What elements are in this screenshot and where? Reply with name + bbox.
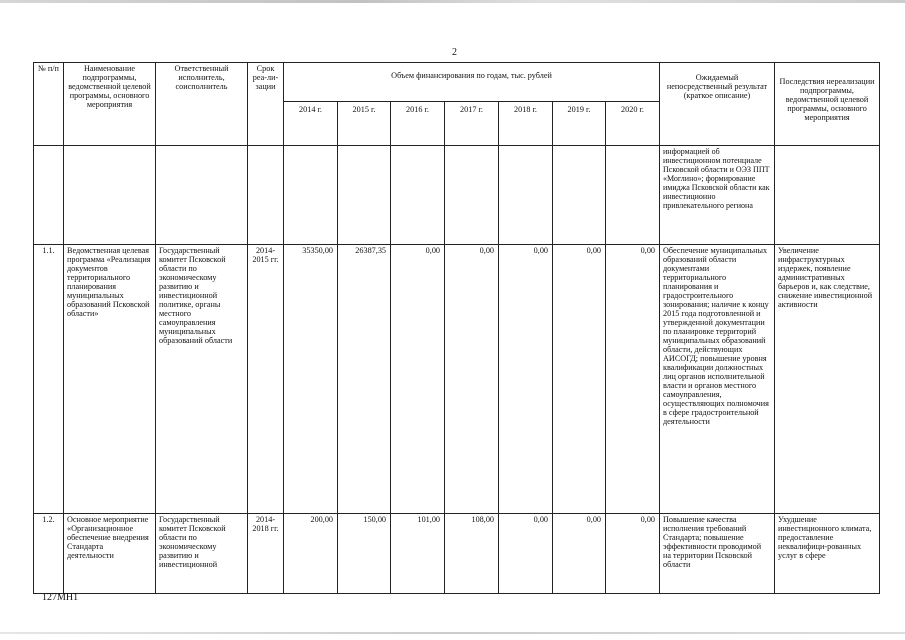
header-row-1 — [34, 63, 880, 102]
row-number: 1.1. — [34, 245, 64, 514]
row-result: Повышение качества исполнения требований Стандарта; повышение эффективности проводимой на территории Псковской области — [660, 514, 775, 594]
header-term: Срок реа-ли-зации — [248, 63, 284, 146]
header-funding: Объем финансирования по годам, тыс. рублей — [284, 63, 660, 102]
page-number: 2 — [452, 47, 457, 58]
row-responsible: Государственный комитет Псковской области по экономическому развитию и инвестиционной политике, органы местного самоуправления муниципальных образований области — [156, 245, 248, 514]
row-responsible: Государственный комитет Псковской области по экономическому развитию и инвестиционной — [156, 514, 248, 594]
header-year: 2015 г. — [338, 102, 391, 146]
program-table — [33, 62, 880, 594]
row-value-2016: 0,00 — [391, 245, 445, 514]
row-consequences: Увеличение инфраструктурных издержек, появление административных барьеров и, как следствие, снижение инвестиционной активности — [775, 245, 880, 514]
row-value-2019: 0,00 — [553, 245, 606, 514]
header-year: 2016 г. — [391, 102, 445, 146]
row-value-2015: 150,00 — [338, 514, 391, 594]
header-no: № п/п — [34, 63, 64, 146]
row-value-2019: 0,00 — [553, 514, 606, 594]
header-year: 2017 г. — [445, 102, 499, 146]
header-year: 2014 г. — [284, 102, 338, 146]
table-row — [34, 514, 880, 594]
row-value-2016: 101,00 — [391, 514, 445, 594]
header-year: 2020 г. — [606, 102, 660, 146]
scan-artifact-top — [0, 0, 905, 3]
footer-code: 127МН1 — [42, 592, 79, 603]
row-consequences: Ухудшение инвестиционного климата, предоставление неквалифици-рованных услуг в сфере — [775, 514, 880, 594]
header-result: Ожидаемый непосредственный результат (краткое описание) — [660, 63, 775, 146]
row-value-2014: 35350,00 — [284, 245, 338, 514]
row-number: 1.2. — [34, 514, 64, 594]
scan-artifact-bottom — [0, 632, 905, 634]
row-value-2020: 0,00 — [606, 514, 660, 594]
continuation-result: информацией об инвестиционном потенциале Псковской области и ОЭЗ ППТ «Моглино»; формирование имиджа Псковской области как инвестиционно привлекательного региона — [660, 146, 775, 245]
header-responsible: Ответственный исполнитель, соисполнитель — [156, 63, 248, 146]
header-name: Наименование подпрограммы, ведомственной целевой программы, основного мероприятия — [64, 63, 156, 146]
row-value-2017: 108,00 — [445, 514, 499, 594]
row-value-2015: 26387,35 — [338, 245, 391, 514]
header-year: 2019 г. — [553, 102, 606, 146]
row-result: Обеспечение муниципальных образований области документами территориального планирования и градостроительного зонирования; наличие к концу 2015 года подготовленной и утвержденной документации по планировке территорий муниципальных образований области, действующих АИСОГД; повышение уровня квалификации должностных лиц органов исполнительной власти и органов местного самоуправления, осуществляющих полномочия в сфере градостроительной деятельности — [660, 245, 775, 514]
header-consequences: Последствия нереализации подпрограммы, ведомственной целевой программы, основного мероприятия — [775, 63, 880, 146]
row-value-2014: 200,00 — [284, 514, 338, 594]
row-value-2017: 0,00 — [445, 245, 499, 514]
row-value-2020: 0,00 — [606, 245, 660, 514]
row-term: 2014-2018 гг. — [248, 514, 284, 594]
row-term: 2014-2015 гг. — [248, 245, 284, 514]
row-name: Ведомственная целевая программа «Реализация документов территориального планирования муниципальных образований Псковской области» — [64, 245, 156, 514]
table-row-continuation — [34, 146, 880, 245]
row-value-2018: 0,00 — [499, 514, 553, 594]
table-row — [34, 245, 880, 514]
row-value-2018: 0,00 — [499, 245, 553, 514]
header-year: 2018 г. — [499, 102, 553, 146]
row-name: Основное мероприятие «Организационное обеспечение внедрения Стандарта деятельности — [64, 514, 156, 594]
